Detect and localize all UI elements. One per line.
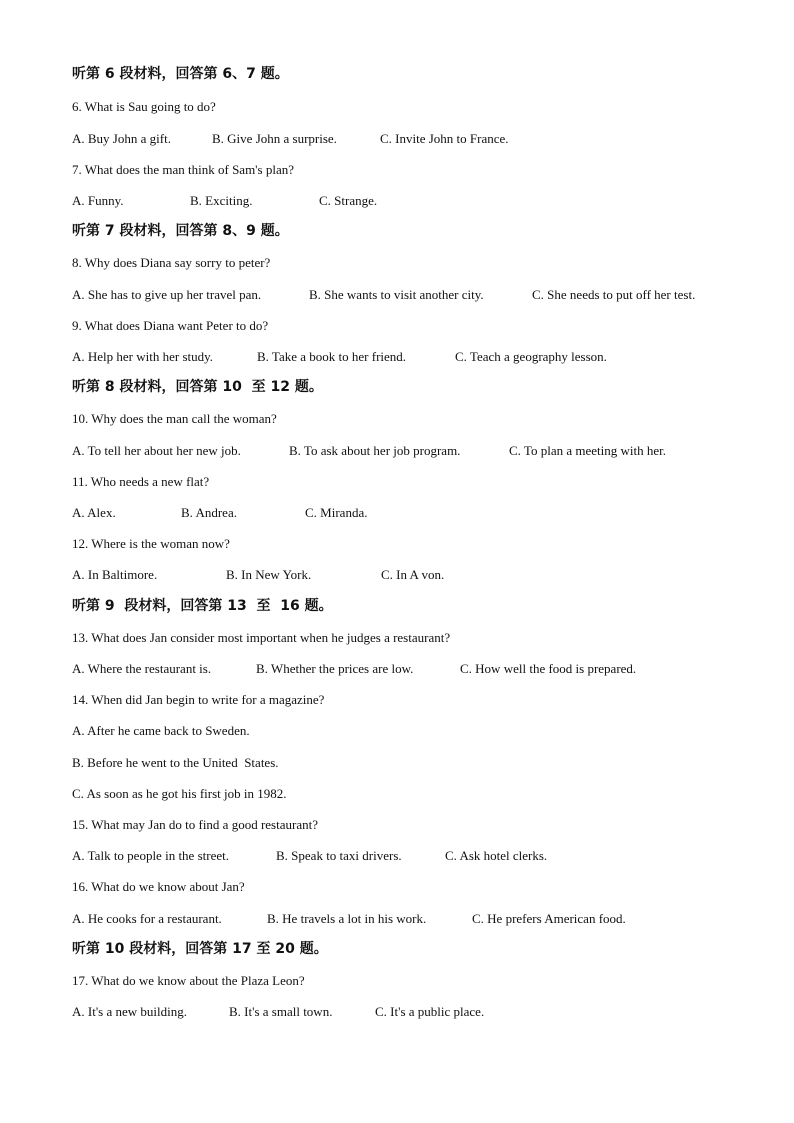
option-c: C. She needs to put off her test. xyxy=(532,287,696,302)
question-text: 9. What does Diana want Peter to do? xyxy=(72,318,269,333)
section-heading: 听第 10 段材料，回答第 17 至 20 题。 xyxy=(72,941,328,957)
option-a: A. Help her with her study. xyxy=(72,349,214,364)
option-a: A. Where the restaurant is. xyxy=(72,661,212,676)
option-b: B. It's a small town. xyxy=(229,1004,333,1019)
option-a: A. After he came back to Sweden. xyxy=(72,723,250,738)
option-c: C. To plan a meeting with her. xyxy=(509,443,666,458)
option-b: B. Exciting. xyxy=(190,193,253,208)
option-b: B. Speak to taxi drivers. xyxy=(276,848,402,863)
question-text: 16. What do we know about Jan? xyxy=(72,879,245,894)
option-b: B. Whether the prices are low. xyxy=(256,661,414,676)
option-c: C. As soon as he got his first job in 1982. xyxy=(72,786,287,801)
section-heading: 听第 8 段材料，回答第 10 至 12 题。 xyxy=(72,379,323,395)
option-b: B. In New York. xyxy=(226,567,312,582)
option-c: C. It's a public place. xyxy=(375,1004,485,1019)
option-a: A. In Baltimore. xyxy=(72,567,158,582)
option-c: C. Ask hotel clerks. xyxy=(445,848,548,863)
question-text: 7. What does the man think of Sam's plan? xyxy=(72,162,294,177)
option-b: B. Andrea. xyxy=(181,505,237,520)
option-b: B. She wants to visit another city. xyxy=(309,287,484,302)
section-heading: 听第 9 段材料，回答第 13 至 16 题。 xyxy=(72,598,333,614)
option-c: C. In A von. xyxy=(381,567,445,582)
option-b: B. Take a book to her friend. xyxy=(257,349,407,364)
question-text: 17. What do we know about the Plaza Leon? xyxy=(72,973,305,988)
section-heading: 听第 7 段材料，回答第 8、9 题。 xyxy=(72,223,289,239)
section-heading: 听第 6 段材料，回答第 6、7 题。 xyxy=(72,66,289,82)
question-text: 10. Why does the man call the woman? xyxy=(72,411,277,426)
option-c: C. Miranda. xyxy=(305,505,368,520)
option-a: A. Buy John a gift. xyxy=(72,131,171,146)
question-text: 12. Where is the woman now? xyxy=(72,536,230,551)
question-text: 6. What is Sau going to do? xyxy=(72,99,216,114)
option-a: A. Funny. xyxy=(72,193,124,208)
option-a: A. Talk to people in the street. xyxy=(72,848,229,863)
question-text: 11. Who needs a new flat? xyxy=(72,474,210,489)
option-c: C. He prefers American food. xyxy=(472,911,626,926)
option-b: B. He travels a lot in his work. xyxy=(267,911,427,926)
option-a: A. Alex. xyxy=(72,505,116,520)
question-text: 14. When did Jan begin to write for a magazine? xyxy=(72,692,325,707)
option-a: A. He cooks for a restaurant. xyxy=(72,911,222,926)
option-c: C. Invite John to France. xyxy=(380,131,509,146)
question-text: 13. What does Jan consider most important when he judges a restaurant? xyxy=(72,630,451,645)
option-a: A. To tell her about her new job. xyxy=(72,443,241,458)
option-c: C. Strange. xyxy=(319,193,378,208)
question-text: 15. What may Jan do to find a good restaurant? xyxy=(72,817,318,832)
option-a: A. It's a new building. xyxy=(72,1004,187,1019)
option-b: B. To ask about her job program. xyxy=(289,443,461,458)
option-c: C. Teach a geography lesson. xyxy=(455,349,607,364)
option-b: B. Before he went to the United States. xyxy=(72,755,279,770)
question-text: 8. Why does Diana say sorry to peter? xyxy=(72,255,271,270)
option-b: B. Give John a surprise. xyxy=(212,131,337,146)
option-c: C. How well the food is prepared. xyxy=(460,661,637,676)
option-a: A. She has to give up her travel pan. xyxy=(72,287,262,302)
